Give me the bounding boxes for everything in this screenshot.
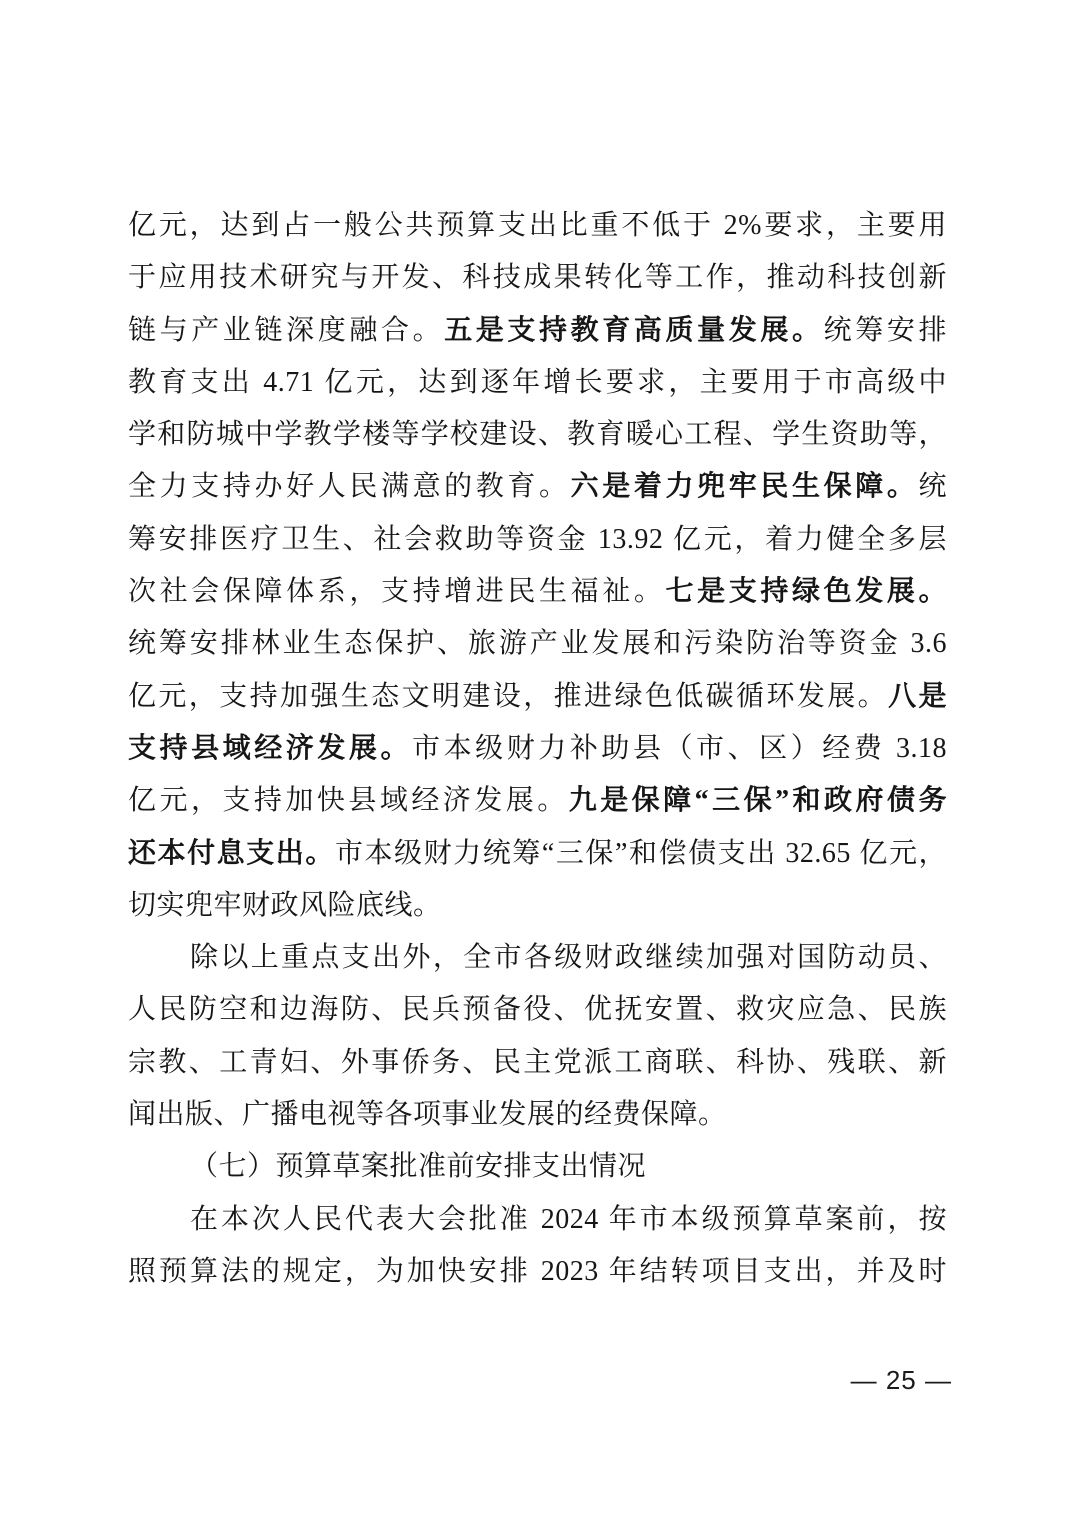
text-line-10 [128, 671, 947, 723]
text-segment: 市本级财力补助县（市、区）经费 3.18 [412, 732, 947, 764]
text-segment: 在本次人民代表大会批准 2024 年市本级预算草案前，按 [190, 1203, 947, 1235]
section-heading [128, 1141, 947, 1193]
bold-text-segment: 八是 [888, 680, 947, 712]
text-line-16 [128, 984, 947, 1036]
text-segment: 切实兜牢财政风险底线。 [128, 889, 442, 921]
text-segment: 教育支出 4.71 亿元，达到逐年增长要求，主要用于市高级中 [128, 366, 947, 398]
text-segment: 亿元，支持加强生态文明建设，推进绿色低碳循环发展。 [128, 680, 889, 712]
text-segment: 亿元，达到占一般公共预算支出比重不低于 2%要求，主要用 [128, 210, 947, 241]
page-number: — 25 — [850, 1365, 952, 1395]
text-line-18 [128, 1089, 947, 1141]
text-line-1 [128, 200, 947, 252]
text-segment: 照预算法的规定，为加快安排 2023 年结转项目支出，并及时 [128, 1255, 947, 1287]
text-line-14 [128, 880, 947, 932]
text-segment: 筹安排医疗卫生、社会救助等资金 13.92 亿元，着力健全多层 [128, 523, 947, 555]
bold-text-segment: 支持县域经济发展。 [128, 732, 413, 764]
text-line-6 [128, 461, 947, 513]
bold-text-segment: 九是保障“三保”和政府债务 [568, 785, 947, 817]
text-segment: 统 [918, 471, 947, 503]
text-segment: 市本级财力统筹“三保”和偿债支出 32.65 亿元， [334, 837, 947, 869]
text-line-21 [128, 1246, 947, 1298]
text-segment: 亿元，支持加快县域经济发展。 [128, 785, 569, 817]
text-line-2 [128, 252, 947, 304]
text-segment: 学和防城中学教学楼等学校建设、教育暖心工程、学生资助等， [128, 419, 947, 451]
bold-text-segment: 六是着力兜牢民生保障。 [570, 471, 919, 503]
text-segment: 宗教、工青妇、外事侨务、民主党派工商联、科协、残联、新 [128, 1046, 947, 1078]
text-segment: （七）预算草案批准前安排支出情况 [190, 1151, 647, 1183]
text-segment: 全力支持办好人民满意的教育。 [128, 471, 571, 503]
text-line-9 [128, 618, 947, 670]
text-line-4 [128, 357, 947, 409]
text-line-20 [128, 1194, 947, 1246]
text-segment: 除以上重点支出外，全市各级财政继续加强对国防动员、 [190, 942, 947, 974]
text-line-17 [128, 1037, 947, 1089]
text-segment: 次社会保障体系，支持增进民生福祉。 [128, 576, 666, 608]
text-segment: 统筹安排 [823, 314, 947, 346]
bold-text-segment: 还本付息支出。 [128, 837, 335, 869]
text-block [128, 200, 947, 1298]
text-line-11 [128, 723, 947, 775]
text-segment: 统筹安排林业生态保护、旅游产业发展和污染防治等资金 3.6 [128, 628, 947, 660]
text-segment: 链与产业链深度融合。 [128, 314, 445, 346]
text-segment: 闻出版、广播电视等各项事业发展的经费保障。 [128, 1099, 727, 1131]
text-segment: 于应用技术研究与开发、科技成果转化等工作，推动科技创新 [128, 262, 947, 294]
bold-text-segment: 七是支持绿色发展。 [665, 576, 947, 608]
text-line-12 [128, 775, 947, 827]
text-line-7 [128, 514, 947, 566]
text-line-3 [128, 305, 947, 357]
bold-text-segment: 五是支持教育高质量发展。 [444, 314, 824, 346]
text-line-15 [128, 932, 947, 984]
text-line-13 [128, 828, 947, 880]
text-line-8 [128, 566, 947, 618]
text-segment: 人民防空和边海防、民兵预备役、优抚安置、救灾应急、民族 [128, 994, 947, 1026]
text-line-5 [128, 409, 947, 461]
